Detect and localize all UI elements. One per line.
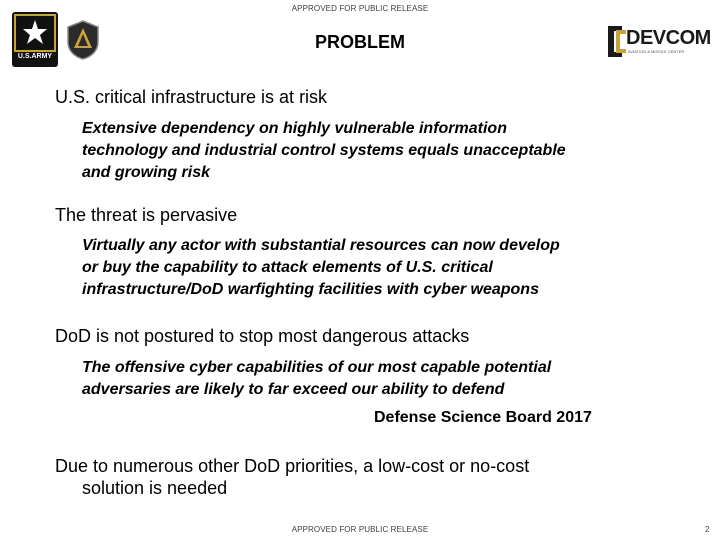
point-body (82, 235, 682, 301)
release-marking-bottom: APPROVED FOR PUBLIC RELEASE (291, 525, 429, 534)
point-heading: The threat is pervasive (55, 205, 238, 225)
point-body-line: or buy the capability to attack elements of U.S. critical (82, 259, 493, 276)
point-body (82, 357, 682, 401)
conclusion (55, 455, 685, 499)
point-body-line: Virtually any actor with substantial resources can now develop (82, 237, 560, 254)
slide-title: PROBLEM (315, 32, 405, 52)
point-body-line: technology and industrial control systems equals unacceptable (82, 142, 566, 159)
point-body-line: Extensive dependency on highly vulnerable information (82, 120, 507, 137)
devcom-logo-subtitle: AVIATION & MISSILE CENTER (628, 49, 685, 54)
army-logo-text: U.S.ARMY (17, 53, 53, 60)
point-heading: U.S. critical infrastructure is at risk (55, 87, 328, 107)
point-body (82, 118, 682, 184)
conclusion-line: solution is needed (82, 478, 228, 498)
devcom-logo-text: DEVCOM (626, 27, 711, 49)
source-citation: Defense Science Board 2017 (374, 409, 592, 426)
point-body-line: and growing risk (82, 164, 211, 181)
point-body-line: adversaries are likely to far exceed our ability to defend (82, 381, 505, 398)
conclusion-line: Due to numerous other DoD priorities, a low-cost or no-cost (55, 456, 530, 476)
point-body-line: infrastructure/DoD warfighting facilities with cyber weapons (82, 281, 539, 298)
page-number: 2 (705, 525, 710, 534)
point-heading: DoD is not postured to stop most dangerous attacks (55, 326, 470, 346)
point-body-line: The offensive cyber capabilities of our most capable potential (82, 359, 552, 376)
release-marking-top: APPROVED FOR PUBLIC RELEASE (291, 4, 429, 13)
